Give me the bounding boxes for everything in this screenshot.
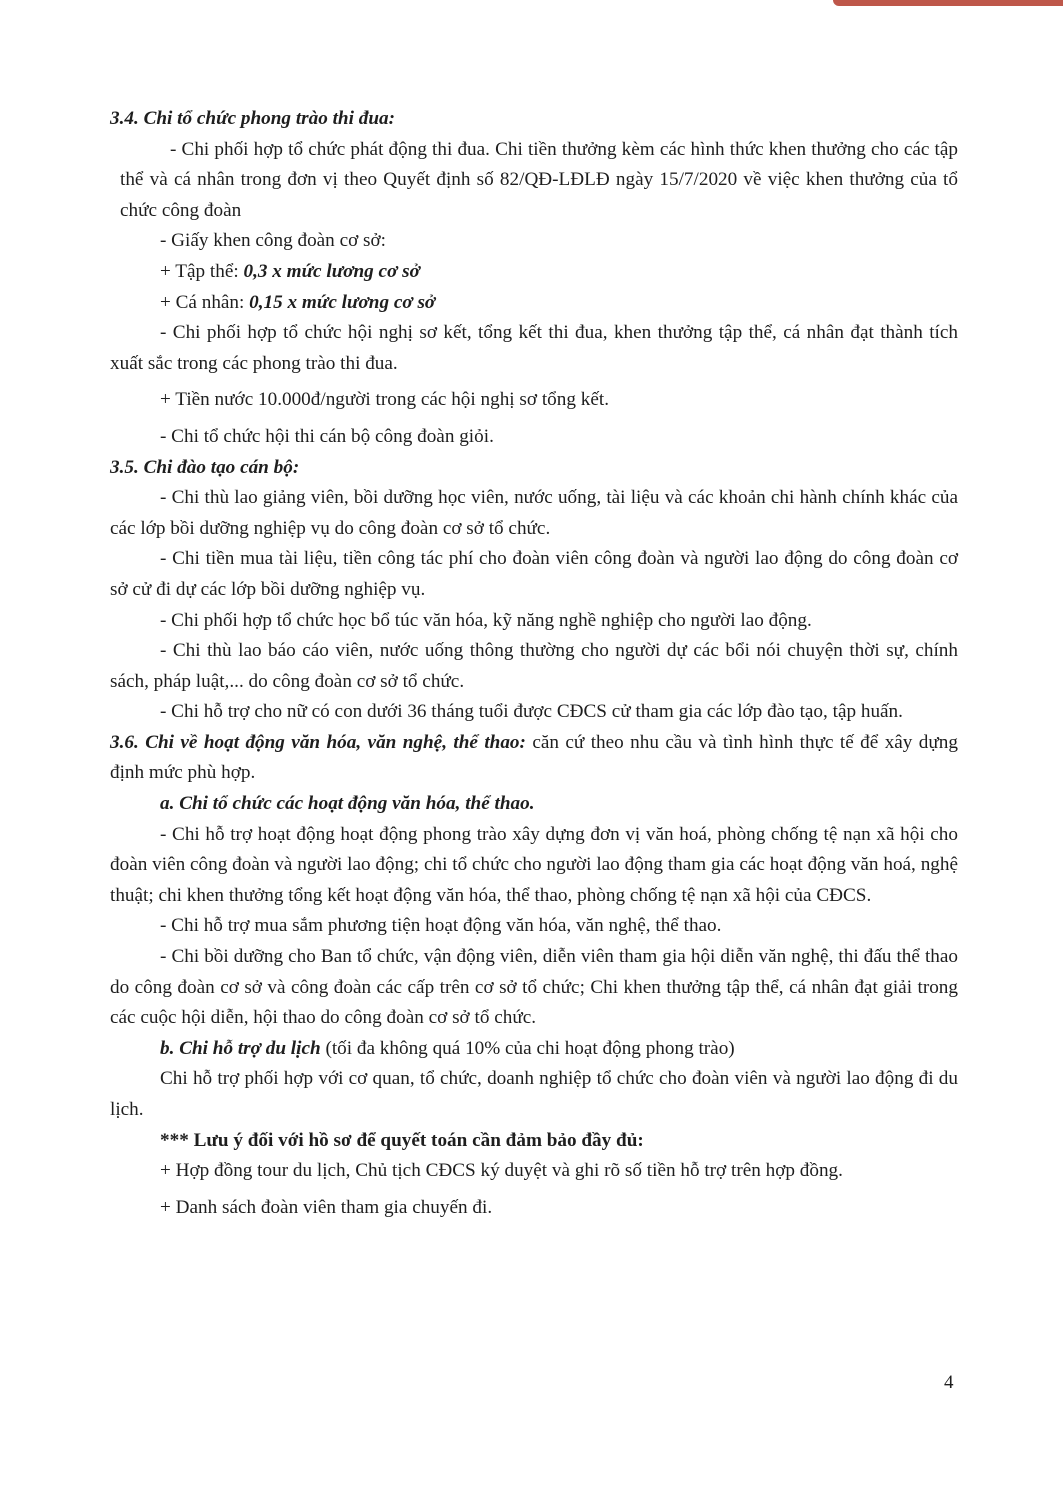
section-3-6-heading: 3.6. Chi về hoạt động văn hóa, văn nghệ, thể thao:	[110, 731, 526, 753]
settlement-note-item-1: + Hợp đồng tour du lịch, Chủ tịch CĐCS ký duyệt và ghi rõ số tiền hỗ trợ trên hợp đồng.	[160, 1160, 843, 1182]
section-3-6-heading-rest: căn cứ theo nhu cầu và tình hình thực tế để xây dựng định mức phù hợp.	[110, 731, 958, 784]
section-3-4-paragraph-1: - Chi phối hợp tổ chức phát động thi đua. Chi tiền thưởng kèm các hình thức khen thưởng cho các tập thể và cá nhân trong đơn vị theo Quyết định số 82/QĐ-LĐLĐ ngày 15/7/2020 về việc khen thưởng của tổ chức công đoàn	[120, 138, 958, 221]
section-3-6-heading-line	[110, 728, 958, 789]
section-3-4-collective-line	[110, 257, 958, 288]
section-3-4-heading: 3.4. Chi tổ chức phong trào thi đua:	[110, 108, 395, 129]
subsection-b-heading-line	[110, 1034, 958, 1065]
page-edge-mark	[833, 0, 1063, 6]
section-3-4-paragraph-6: + Tiền nước 10.000đ/người trong các hội nghị sơ tổng kết.	[160, 389, 609, 411]
collective-label: + Tập thể:	[160, 260, 244, 282]
section-3-4-paragraph-2: - Giấy khen công đoàn cơ sở:	[160, 230, 386, 252]
subsection-b-paragraph-1: Chi hỗ trợ phối hợp với cơ quan, tổ chức, doanh nghiệp tổ chức cho đoàn viên và người lao động đi du lịch.	[110, 1068, 958, 1120]
collective-value: 0,3 x mức lương cơ sở	[243, 260, 420, 282]
subsection-b-heading-rest: (tối đa không quá 10% của chi hoạt động phong trào)	[320, 1037, 735, 1059]
section-3-4-paragraph-7: - Chi tổ chức hội thi cán bộ công đoàn giỏi.	[160, 425, 494, 447]
subsection-b-heading: b. Chi hỗ trợ du lịch	[160, 1037, 321, 1059]
subsection-a-paragraph-1: - Chi hỗ trợ hoạt động hoạt động phong trào xây dựng đơn vị văn hoá, phòng chống tệ nạn xã hội cho đoàn viên công đoàn và người lao động; chi tổ chức cho người lao động tham gia các hoạt động văn hoá, nghệ thuật; chi khen thưởng tổng kết hoạt động văn hóa, thể thao, phòng chống tệ nạn xã hội của CĐCS.	[110, 823, 958, 906]
section-3-5-paragraph-1: - Chi thù lao giảng viên, bồi dưỡng học viên, nước uống, tài liệu và các khoản chi hành chính khác của các lớp bồi dưỡng nghiệp vụ do công đoàn cơ sở tổ chức.	[110, 487, 958, 539]
section-3-5-paragraph-5: - Chi hỗ trợ cho nữ có con dưới 36 tháng tuổi được CĐCS cử tham gia các lớp đào tạo, tập huấn.	[160, 701, 903, 723]
section-3-5-heading: 3.5. Chi đào tạo cán bộ:	[110, 456, 300, 478]
section-3-4-paragraph-5: - Chi phối hợp tổ chức hội nghị sơ kết, tổng kết thi đua, khen thưởng tập thể, cá nhân đạt thành tích xuất sắc trong các phong trào thi đua.	[110, 322, 958, 374]
page-number: 4	[944, 1372, 954, 1393]
individual-label: + Cá nhân:	[160, 291, 250, 313]
subsection-a-heading: a. Chi tổ chức các hoạt động văn hóa, thể thao.	[160, 793, 535, 815]
section-3-5-paragraph-4: - Chi thù lao báo cáo viên, nước uống thông thường cho người dự các bổi nói chuyện thời sự, chính sách, pháp luật,... do công đoàn cơ sở tổ chức.	[110, 640, 958, 692]
settlement-note-item-2: + Danh sách đoàn viên tham gia chuyến đi.	[160, 1196, 493, 1218]
subsection-a-paragraph-3: - Chi bồi dưỡng cho Ban tổ chức, vận động viên, diễn viên tham gia hội diễn văn nghệ, thi đấu thể thao do công đoàn cơ sở và công đoàn các cấp trên cơ sở tổ chức; Chi khen thưởng tập thể, cá nhân đạt giải trong các cuộc hội diễn, hội thao do công đoàn cơ sở tổ chức.	[110, 946, 958, 1029]
section-3-5-paragraph-2: - Chi tiền mua tài liệu, tiền công tác phí cho đoàn viên công đoàn và người lao động do công đoàn cơ sở cử đi dự các lớp bồi dưỡng nghiệp vụ.	[110, 548, 958, 600]
individual-value: 0,15 x mức lương cơ sở	[249, 291, 436, 313]
settlement-note: *** Lưu ý đối với hồ sơ để quyết toán cần đảm bảo đầy đủ:	[160, 1129, 644, 1151]
section-3-5-paragraph-3: - Chi phối hợp tổ chức học bổ túc văn hóa, kỹ năng nghề nghiệp cho người lao động.	[160, 609, 812, 631]
section-3-4-individual-line	[110, 288, 958, 319]
document-page	[110, 104, 958, 1223]
subsection-a-paragraph-2: - Chi hỗ trợ mua sắm phương tiện hoạt động văn hóa, văn nghệ, thể thao.	[160, 915, 722, 937]
